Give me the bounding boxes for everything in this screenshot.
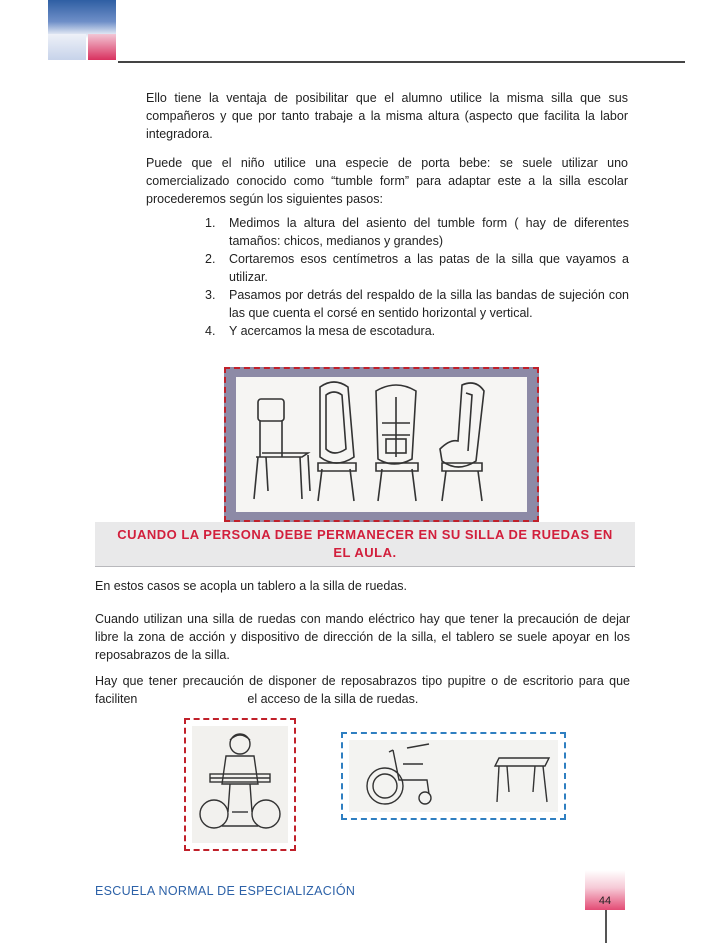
- step-text: Medimos la altura del asiento del tumble form ( hay de diferentes tamaños: chicos, medianos y grandes): [229, 216, 629, 248]
- chairs-drawing: [236, 377, 531, 512]
- step-text: Pasamos por detrás del respaldo de la silla las bandas de sujeción con las que cuenta el corsé en sentido horizontal y vertical.: [229, 288, 629, 320]
- step-number: 3.: [205, 288, 216, 302]
- step-text: Y acercamos la mesa de escotadura.: [229, 324, 436, 338]
- page-number: 44: [598, 895, 612, 907]
- page-number-rule: [605, 910, 607, 943]
- paragraph-tumble-form: Puede que el niño utilice una especie de porta bebe: se suele utilizar uno comercializado conocido como “tumble form” para adaptar este a la silla escolar procederemos según los siguientes pasos:: [146, 156, 628, 206]
- steps-list: [205, 214, 629, 340]
- section-heading: [95, 526, 635, 562]
- header-corner-pink-square: [88, 34, 116, 60]
- page-number-badge: [585, 870, 625, 910]
- paragraph-mando-electrico: Cuando utilizan una silla de ruedas con mando eléctrico hay que tener la precaución de dejar libre la zona de acción y dispositivo de dirección de la silla, el tablero se suele apoyar en los reposabrazos de la silla.: [95, 612, 630, 662]
- paragraph-reposabrazos: [95, 672, 630, 708]
- chairs-illustration: [224, 367, 539, 522]
- header-corner-light-square: [48, 34, 86, 60]
- paragraph-reposabrazos-part-2: el acceso de la silla de ruedas.: [247, 692, 419, 706]
- step-number: 1.: [205, 216, 216, 230]
- wheelchair-table-drawing: [349, 740, 558, 812]
- wheelchair-child-drawing: [192, 726, 288, 843]
- footer-school-name: ESCUELA NORMAL DE ESPECIALIZACIÓN: [95, 884, 356, 898]
- header-rule: [118, 61, 685, 63]
- section-heading-bar: [95, 522, 635, 567]
- wheelchair-table-illustration: [341, 732, 566, 820]
- paragraph-reposabrazos-part-1: Hay que tener precaución de disponer de reposabrazos tipo pupitre o de escritorio para que faciliten: [95, 674, 630, 706]
- step-number: 2.: [205, 252, 216, 266]
- section-heading-line-2: EL AULA.: [333, 545, 397, 560]
- list-item: [205, 214, 629, 250]
- wheelchair-child-illustration: [184, 718, 296, 851]
- section-heading-line-1: CUANDO LA PERSONA DEBE PERMANECER EN SU SILLA DE RUEDAS EN: [117, 527, 613, 542]
- list-item: [205, 250, 629, 286]
- step-text: Cortaremos esos centímetros a las patas de la silla que vayamos a utilizar.: [229, 252, 629, 284]
- list-item: [205, 322, 629, 340]
- paragraph-intro: Ello tiene la ventaja de posibilitar que el alumno utilice la misma silla que sus compañeros y que por tanto trabaje a la misma altura (aspecto que facilita la labor integradora.: [146, 91, 628, 141]
- paragraph-tablero: En estos casos se acopla un tablero a la silla de ruedas.: [95, 579, 407, 593]
- list-item: [205, 286, 629, 322]
- step-number: 4.: [205, 324, 216, 338]
